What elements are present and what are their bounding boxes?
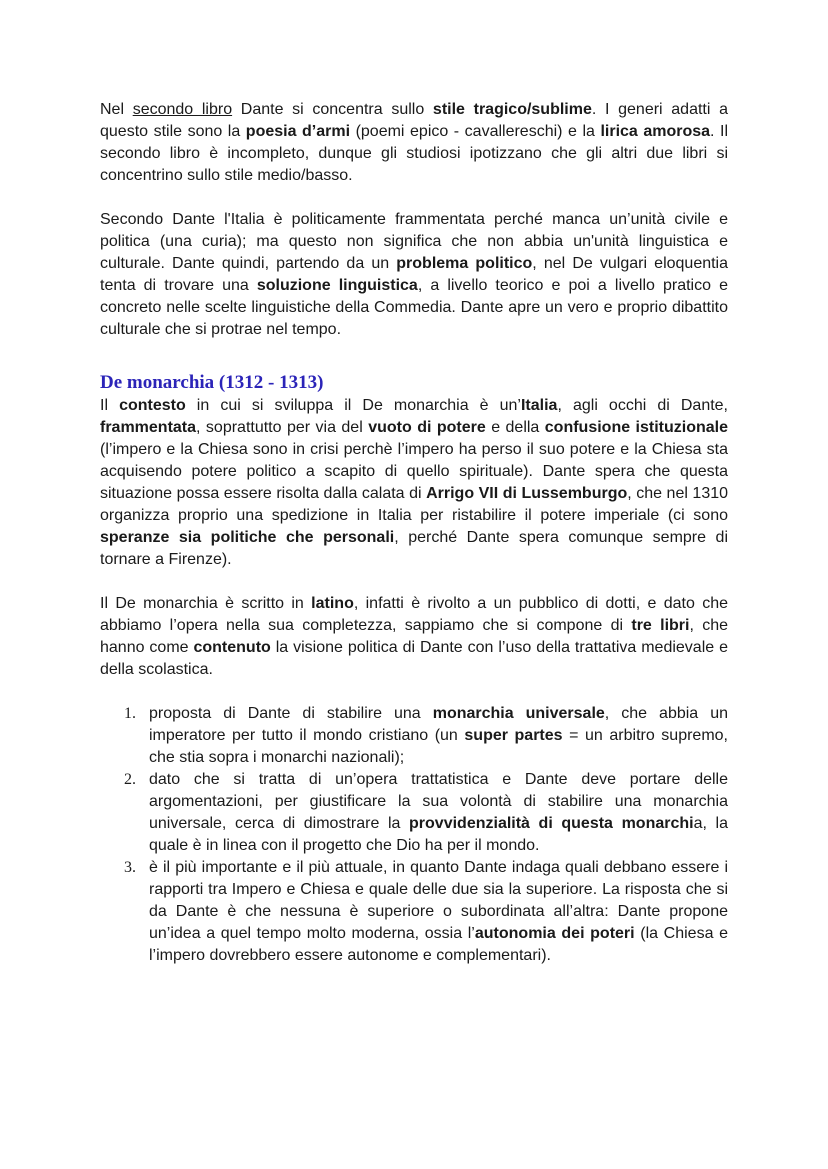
bold-text: super partes	[464, 727, 563, 744]
text-run: , a livello teorico e poi a livello pratico e concreto nelle scelte linguistiche della Commedia. Dante apre un vero e proprio dibattito culturale che si protrae nel tempo.	[100, 277, 728, 338]
text-run: Secondo Dante l'Italia è politicamente frammentata perché manca un’unità civile e politica (una curia); ma questo non significa che non abbia un'unità linguistica e culturale. Dante quindi, partendo da un	[100, 211, 728, 272]
text-run: = un arbitro supremo, che stia sopra i monarchi nazionali);	[149, 727, 728, 766]
text-run: dato che si tratta di un’opera trattatistica e Dante deve portare delle argomentazioni, per giustificare la sua volontà di stabilire una monarchia universale, cerca di dimostrare la	[149, 771, 728, 832]
list-item	[100, 703, 728, 769]
text-run: la visione politica di Dante con l’uso della trattativa medievale e della scolastica.	[100, 639, 728, 678]
bold-text: tre libri	[631, 617, 690, 634]
bold-text: stile tragico/sublime	[432, 101, 592, 118]
paragraph-contesto	[100, 395, 728, 571]
bold-text: problema politico	[396, 255, 533, 272]
list-item	[100, 857, 728, 967]
bold-text: frammentata	[100, 419, 197, 436]
paragraph-secondo-libro	[100, 99, 728, 187]
bold-text: lirica amorosa	[600, 123, 711, 140]
text-run: Il De monarchia è scritto in	[100, 595, 312, 612]
text-run: in cui si sviluppa il De monarchia è un’	[185, 397, 521, 414]
list-number: 2.	[124, 771, 136, 788]
bold-text: latino	[311, 595, 354, 612]
bold-text: Italia	[520, 397, 558, 414]
bold-text: confusione istituzionale	[544, 419, 729, 436]
text-run: , perché Dante spera comunque sempre di tornare a Firenze).	[100, 529, 729, 568]
text-run: (la Chiesa e l’impero dovrebbero essere autonome e complementari).	[149, 925, 729, 964]
text-run: , che abbia un imperatore per tutto il mondo cristiano (un	[149, 705, 728, 744]
paragraph-italia-frammentata	[100, 209, 728, 341]
list-number: 1.	[124, 705, 136, 722]
bold-text: speranze sia politiche che personali	[100, 529, 395, 546]
bold-text: soluzione linguistica	[256, 277, 418, 294]
text-run: proposta di Dante di stabilire una	[149, 705, 433, 722]
text-run: , soprattutto per via del	[196, 419, 369, 436]
section-heading: De monarchia (1312 - 1313)	[100, 372, 324, 393]
text-run: e della	[485, 419, 545, 436]
list-item	[100, 769, 728, 857]
text-run: , nel De vulgari eloquentia tenta di trovare una	[100, 255, 729, 294]
bold-text: Arrigo VII di Lussemburgo	[426, 485, 628, 502]
text-run: (l’impero e la Chiesa sono in crisi perchè l’impero ha perso il suo potere e la Chiesa sta acquisendo potere politico a scapito di quello spirituale). Dante spera che questa situazione possa essere risolta dalla calata di	[100, 441, 728, 502]
bold-text: vuoto di potere	[368, 419, 486, 436]
text-run: , che nel 1310 organizza proprio una spedizione in Italia per ristabilire il potere imperiale (ci sono	[100, 485, 729, 524]
text-run: Dante si concentra sullo	[232, 101, 433, 118]
text-run: , agli occhi di Dante,	[557, 397, 728, 414]
bold-text: contesto	[119, 397, 186, 414]
bold-text: autonomia dei poteri	[474, 925, 635, 942]
text-run: Nel	[100, 101, 133, 118]
paragraph-latino	[100, 593, 728, 681]
text-run: , che hanno come	[100, 617, 729, 656]
text-run: . Il secondo libro è incompleto, dunque gli studiosi ipotizzano che gli altri due libri si concentrino sullo stile medio/basso.	[100, 123, 729, 184]
text-run: Il	[100, 397, 120, 414]
text-run: è il più importante e il più attuale, in quanto Dante indaga quali debbano essere i rapporti tra Impero e Chiesa e quale delle due sia la superiore. La risposta che si da Dante è che nessuna è superiore o subordinata all’altra: Dante propone un’idea a quel tempo molto moderna, ossia l’	[149, 859, 728, 942]
bold-text: provvidenzialità di questa monarchi	[409, 815, 694, 832]
text-run: . I generi adatti a questo stile sono la	[100, 101, 728, 140]
bold-text: monarchia universale	[432, 705, 605, 722]
document-page	[100, 99, 728, 967]
text-run: (poemi epico - cavallereschi) e la	[350, 123, 601, 140]
list-number: 3.	[124, 859, 136, 876]
text-run: , infatti è rivolto a un pubblico di dotti, e dato che abbiamo l’opera nella sua completezza, sappiamo che si compone di	[100, 595, 729, 634]
numbered-list	[100, 703, 728, 967]
bold-text: contenuto	[193, 639, 271, 656]
text-run: a, la quale è in linea con il progetto che Dio ha per il mondo.	[149, 815, 728, 854]
bold-text: poesia d’armi	[245, 123, 351, 140]
underlined-text: secondo libro	[132, 101, 233, 118]
